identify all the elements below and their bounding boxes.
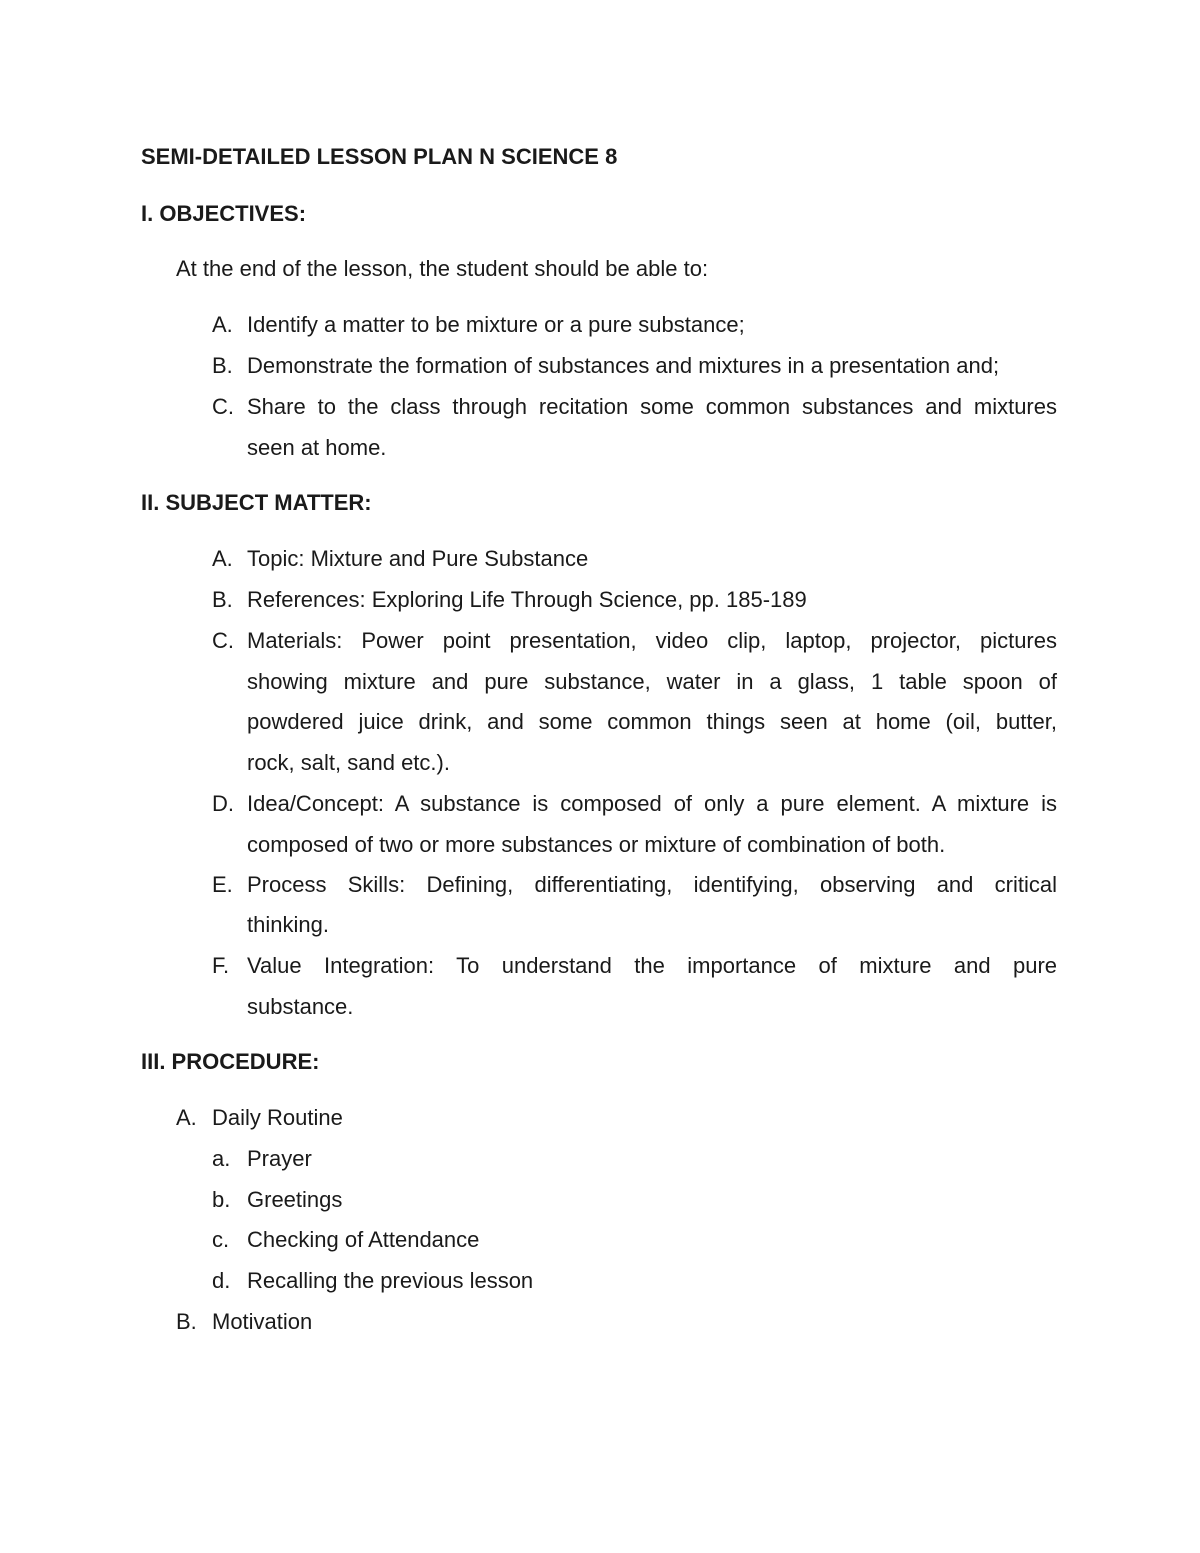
list-item-text: Process Skills: Defining, differentiating, identifying, observing and critical	[247, 872, 1057, 897]
list-marker: E.	[212, 872, 233, 897]
list-marker: c.	[212, 1227, 230, 1252]
list-marker: A.	[176, 1105, 197, 1130]
list-marker: d.	[212, 1268, 231, 1293]
list-marker: A.	[212, 546, 233, 571]
list-item-text: Motivation	[212, 1309, 313, 1334]
list-marker: F.	[212, 953, 230, 978]
list-item-text: Topic: Mixture and Pure Substance	[247, 546, 589, 571]
list-item-text: Share to the class through recitation some common substances and mixtures	[247, 394, 1057, 419]
list-item-text: Demonstrate the formation of substances and mixtures in a presentation and;	[247, 353, 1000, 378]
page-title: SEMI-DETAILED LESSON PLAN N SCIENCE 8	[141, 144, 618, 169]
list-item-text: substance.	[247, 994, 354, 1019]
list-marker: b.	[212, 1187, 231, 1212]
list-item-text: Daily Routine	[212, 1105, 343, 1130]
list-item-text: Identify a matter to be mixture or a pure substance;	[247, 312, 745, 337]
list-item-text: Idea/Concept: A substance is composed of only a pure element. A mixture is	[247, 791, 1057, 816]
list-item-text: Materials: Power point presentation, video clip, laptop, projector, pictures	[247, 628, 1057, 653]
objectives-heading: I. OBJECTIVES:	[141, 201, 307, 226]
list-marker: B.	[176, 1309, 197, 1334]
list-marker: a.	[212, 1146, 231, 1171]
list-item-text: seen at home.	[247, 435, 387, 460]
list-item-text: showing mixture and pure substance, water in a glass, 1 table spoon of	[247, 669, 1057, 694]
list-marker: B.	[212, 353, 233, 378]
list-item-text: composed of two or more substances or mixture of combination of both.	[247, 832, 946, 857]
objectives-intro: At the end of the lesson, the student should be able to:	[176, 256, 709, 281]
list-item-text: Prayer	[247, 1146, 312, 1171]
list-marker: D.	[212, 791, 234, 816]
list-item-text: Checking of Attendance	[247, 1227, 480, 1252]
list-marker: A.	[212, 312, 233, 337]
list-item-text: Value Integration: To understand the importance of mixture and pure	[247, 953, 1057, 978]
subject-matter-heading: II. SUBJECT MATTER:	[141, 490, 372, 515]
list-marker: C.	[212, 628, 234, 653]
procedure-heading: III. PROCEDURE:	[141, 1049, 320, 1074]
list-item-text: rock, salt, sand etc.).	[247, 750, 450, 775]
list-item-text: Recalling the previous lesson	[247, 1268, 534, 1293]
list-item-text: powdered juice drink, and some common things seen at home (oil, butter,	[247, 709, 1057, 734]
list-marker: C.	[212, 394, 234, 419]
list-item-text: Greetings	[247, 1187, 343, 1212]
list-marker: B.	[212, 587, 233, 612]
list-item-text: thinking.	[247, 912, 329, 937]
list-item-text: References: Exploring Life Through Science, pp. 185-189	[247, 587, 807, 612]
